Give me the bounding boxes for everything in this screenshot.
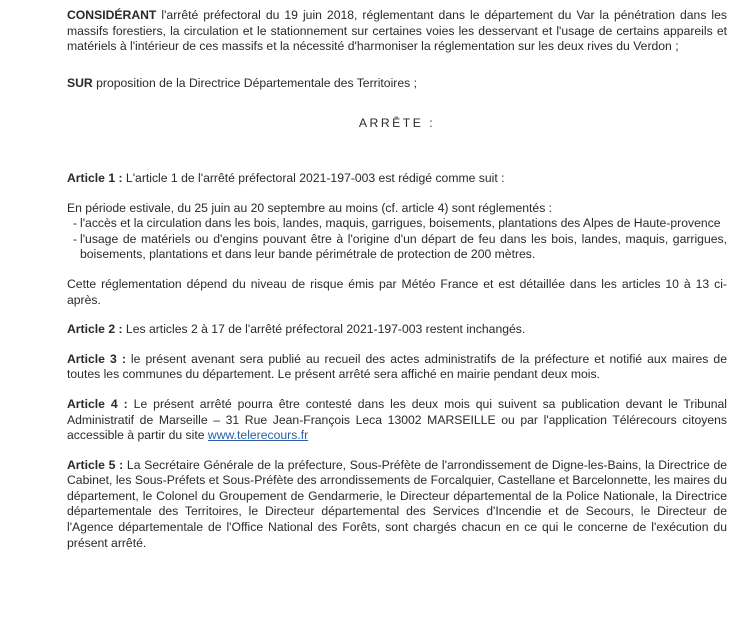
article-3-lead: Article 3 : bbox=[67, 351, 126, 366]
considerant-lead: CONSIDÉRANT bbox=[67, 8, 157, 22]
article-1-text: L'article 1 de l'arrêté préfectoral 2021-197-003 est rédigé comme suit : bbox=[122, 170, 505, 185]
article-3-text: le présent avenant sera publié au recueil des actes administratifs de la préfecture et notifié aux maires de toutes les communes du département. Le présent arrêté sera affiché en mairie pendant deux mois. bbox=[67, 351, 727, 382]
considerant-paragraph bbox=[67, 8, 727, 55]
list-item: - l'accès et la circulation dans les bois, landes, maquis, garrigues, boisements, plantations des Alpes de Haute-provence bbox=[73, 216, 727, 232]
article-1-intro: En période estivale, du 25 juin au 20 septembre au moins (cf. article 4) sont réglementés : bbox=[67, 200, 553, 215]
article-2-paragraph bbox=[67, 322, 727, 338]
sur-paragraph bbox=[67, 76, 727, 92]
article-1-heading bbox=[67, 171, 727, 187]
article-4-paragraph bbox=[67, 397, 727, 444]
article-1-list bbox=[67, 216, 727, 263]
article-3-paragraph bbox=[67, 352, 727, 383]
article-5-lead: Article 5 : bbox=[67, 457, 124, 472]
article-2-lead: Article 2 : bbox=[67, 322, 123, 337]
article-4-lead: Article 4 : bbox=[67, 396, 128, 411]
article-1-lead: Article 1 : bbox=[67, 170, 123, 185]
decree-title: ARRÊTE : bbox=[358, 116, 436, 131]
list-item: - l'usage de matériels ou d'engins pouvant être à l'origine d'un départ de feu dans les bois, landes, maquis, garrigues, boisements, plantations et dans leur bande périmétrale de protection de 200 mètres. bbox=[73, 232, 727, 263]
decree-document bbox=[67, 8, 727, 551]
considerant-text: l'arrêté préfectoral du 19 juin 2018, réglementant dans le département du Var la pénétration dans les massifs forestiers, la circulation et le stationnement sur certaines voies les desservant et l'usage de certains appareils et matériels à l'intérieur de ces massifs et la nécessité d'harmoniser la réglementation sur les deux rives du Verdon ; bbox=[67, 8, 727, 54]
article-4-text: Le présent arrêté pourra être contesté dans les deux mois qui suivent sa publication devant le Tribunal Administratif de Marseille – 31 Rue Jean-François Leca 13002 MARSEILLE ou par l'application Télérecours citoyens accessible à partir du site bbox=[67, 396, 727, 443]
article-1-note: Cette réglementation dépend du niveau de risque émis par Météo France et est détaillée dans les articles 10 à 13 ci-après. bbox=[67, 276, 727, 307]
telerecours-link[interactable]: www.telerecours.fr bbox=[207, 428, 309, 443]
article-2-text: Les articles 2 à 17 de l'arrêté préfectoral 2021-197-003 restent inchangés. bbox=[122, 322, 526, 337]
article-5-paragraph bbox=[67, 458, 727, 552]
sur-text: proposition de la Directrice Départementale des Territoires ; bbox=[92, 75, 417, 90]
sur-lead: SUR bbox=[67, 75, 93, 90]
article-5-text: La Secrétaire Générale de la préfecture, Sous-Préfète de l'arrondissement de Digne-les-Bains, la Directrice de Cabinet, les Sous-Préfets et Sous-Préfète des arrondissements de Forcalquier, Castellane et Barcelonnette, les maires du département, le Colonel du Groupement de Gendarmerie, le Directeur départemental de la Police Nationale, la Directrice départementale des Territoires, le Directeur départemental des Services d'Incendie et de Secours, le Directeur de l'Agence départementale de l'Office National des Forêts, sont chargés chacun en ce qui le concerne de l'exécution du présent arrêté. bbox=[67, 457, 728, 550]
